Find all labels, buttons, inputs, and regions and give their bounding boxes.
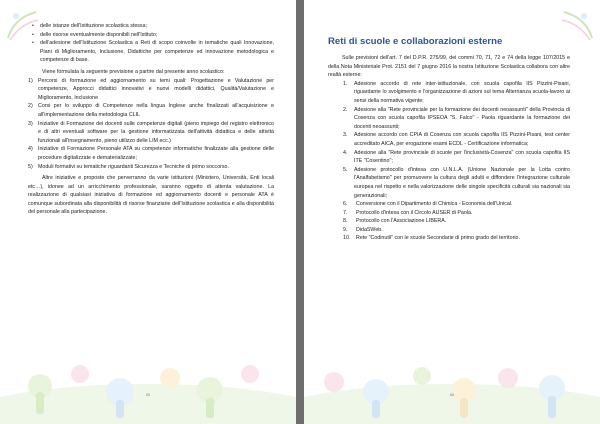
item-number: 8. — [343, 218, 348, 225]
item-text: Conversione con il Dipartimento di Chimica - Economia dell'Unical. — [356, 201, 513, 208]
item-number: 5) — [28, 163, 33, 170]
list-item: • delle istanze dell'Istituzione scolastica stessa; — [40, 22, 274, 31]
book-spine — [296, 0, 304, 424]
item-text: Percorsi di formazione ed aggiornamento su temi quali: Progettazione e Valutazione per competenze, Approcci didattici innovativi e nuovi modelli didattici, Qualità/Valutazione e Miglioramento, Inclusione — [38, 77, 274, 101]
left-page — [0, 0, 296, 424]
list-item — [28, 120, 274, 146]
item-text: Corsi per lo sviluppo di Competenze nella lingua Inglese anche finalizzati all'acquisizione e all'implementazione della metodologia CLIL — [38, 103, 274, 118]
section-title: Reti di scuole e collaborazioni esterne — [328, 36, 503, 47]
item-text: Protocollo d'intesa con il Circolo AUSER di Paola. — [356, 209, 473, 216]
item-number: 1. — [343, 80, 348, 87]
item-text: Adesione alla "Rete provinciale di scuole per l'inclusività-Cosenza" con scuola capofila IIS ITE "Cosentino"; — [354, 149, 570, 165]
item-text: Protocollo con l'Associazione LIBERA. — [356, 218, 447, 225]
item-number: 10. — [343, 235, 351, 242]
item-text: Rete "Codinutil" con le scuole Secondarie di primo grado del territorio. — [356, 235, 520, 242]
item-number: 5. — [343, 166, 348, 173]
item-number: 3) — [28, 120, 33, 127]
list-item — [343, 106, 570, 132]
intro-paragraph: Sulle previsioni dell'art. 7 del D.P.R. 275/99, dei commi 70, 71, 72 e 74 della legge 107/2015 e della Nota Ministeriale Prot. 2151 del 7 giugno 2016 la nostra Istituzione Scolastica collabora con altre realtà esterne: — [328, 55, 570, 79]
list-item: • dell'adesione dell'Istituzione Scolastica a Reti di scopo coinvolte in tematiche quali Innovazione, Piani di Miglioramento, Inclusione, Didattiche per competenze ed innovazione metodologica e competenze di base. — [40, 39, 274, 65]
list-item — [343, 226, 570, 235]
list-item — [28, 163, 274, 172]
item-number: 2. — [343, 106, 348, 113]
list-item — [343, 149, 570, 166]
item-text: Adesione protocollo d'intesa con U.N.L.A. (Unione Nazionale per la Lotta contro l'Analfabetismo" per promuovere la cultura degli adulti e diffondere l'integrazione culturale europea nel rispetto e nella valorizzazione delle singole specificità culturali sia nazionali sia generazionali; — [354, 166, 570, 199]
list-item — [343, 131, 570, 148]
item-number: 2) — [28, 103, 33, 110]
item-number: 4) — [28, 146, 33, 153]
list-item — [28, 77, 274, 103]
list-item — [343, 209, 570, 218]
item-text: Iniziative di Formazione Personale ATA su competenze informatiche finalizzate alla gestione delle procedure digitalizzate e dematerializzate; — [38, 146, 274, 161]
item-text: Adesione alla "Rete provinciale per la formazione dei docenti neoassunti" della Provincia di Cosenza con scuola capofila IPSEOA "S. Falco" - Paola riguardante la formazione dei docenti neoassunti; — [354, 106, 570, 130]
list-item — [28, 145, 274, 162]
item-number: 7. — [343, 209, 348, 216]
list-item — [343, 166, 570, 200]
item-number: 9. — [343, 226, 348, 233]
list-item: • delle risorse eventualmente disponibili nell'Istituto; — [40, 31, 274, 40]
list-item — [343, 217, 570, 226]
page-number: 86 — [449, 392, 455, 397]
list-item — [343, 80, 570, 106]
numbered-list — [28, 77, 274, 172]
list-item — [343, 200, 570, 209]
item-text: Moduli formativi su tematiche riguardanti Sicurezza e Tecniche di primo soccorso. — [38, 163, 229, 170]
item-text: DidaSWeb. — [356, 226, 383, 233]
page-number: 85 — [145, 392, 151, 397]
list-item — [343, 234, 570, 243]
list-item — [28, 102, 274, 119]
item-number: 6. — [343, 201, 348, 208]
numbered-list — [328, 80, 570, 243]
item-text: Adesione accordo di rete inter-istituzionale, con scuola capofila IIS Pizzini-Pisani, riguardante lo svolgimento e l'organizzazione di azioni sul tema Alternanza scuola-lavoro ai sensi della normativa vigente; — [354, 80, 570, 104]
bullet-list — [28, 22, 274, 65]
item-number: 3. — [343, 132, 348, 139]
right-page — [304, 0, 600, 424]
intro-paragraph: Viene formulata la seguente previsione a partire dal presente anno scolastico: — [42, 68, 225, 75]
item-text: Iniziative di Formazione dei docenti sulle competenze digitali (pieno impiego del registro elettronico e di altri eventuali software per la gestione informatizzata dell'attività didattica e delle attività funzionali all'insegnamento, pieno utilizzo delle LIM ecc.) — [38, 120, 274, 144]
item-number: 1) — [28, 77, 33, 84]
item-text: Adesione accordo con CPIA di Cosenza con scuola capofila IIS Pizzini-Pisani, test center accreditato AICA, per erogazione esami ECDL - Certificazione informatica; — [354, 132, 570, 147]
item-number: 4. — [343, 149, 348, 156]
body-paragraph: Altre iniziative e proposte che perverranno da varie istituzioni (Ministero, Università, Enti locali etc…), idonee ad un arricchimento professionale, saranno oggetto di attenta valutazione. La realizzazione di qualsiasi iniziativa di formazione ed aggiornamento docenti e personale ATA è comunque subordinata alla disponibilità di risorse finanziarie dell'Istituzione scolastica e alla disponibilità del personale alla partecipazione. — [28, 175, 274, 216]
